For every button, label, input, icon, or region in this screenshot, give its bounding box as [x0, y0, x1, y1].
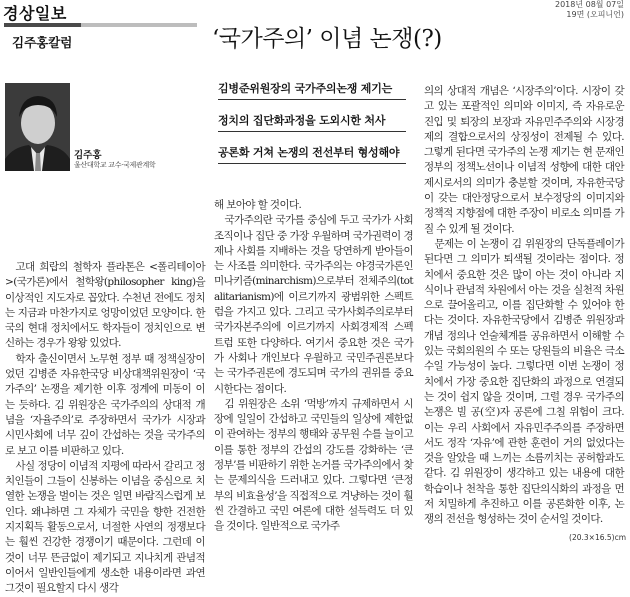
subheadline-block: [218, 82, 406, 178]
author-name: 김주홍: [74, 150, 102, 161]
author-affiliation: 울산대학교 교수·국제관계학: [74, 161, 156, 169]
article-size-note: (20.3×16.5)cm: [569, 533, 626, 542]
publication-meta: [555, 0, 624, 20]
author-byline: [74, 150, 155, 170]
article-column-1: [5, 260, 205, 597]
publication-date: 2018년 08월 07일: [555, 0, 624, 9]
paragraph: 국가주의란 국가를 중심에 두고 국가가 사회 조직이나 집단 중 가장 우월하며 국가권력이 경제나 사회를 지배하는 것을 당연하게 받아들이는 사조를 의미한다. 국가주의는 야경국가론인 미나키즘(minarchism)으로부터 전체주의(totalitarianism)에 이르기까지 광범위한 스펙트럼을 가지고 있다. 그리고 국가사회주의로부터 국가자본주의에 이르기까지 사회경제적 스펙트럼 또한 다양하다. 여기서 중요한 것은 국가가 사회나 개인보다 우월하고 국민주권론보다는 국가주권론에 경도되며 국가의 권위를 중요시한다는 점이다.: [214, 214, 413, 395]
headline: ‘국가주의’ 이념 논쟁(?): [212, 26, 442, 52]
newspaper-masthead: 경상일보: [3, 4, 67, 23]
paragraph: 해 보아야 할 것이다.: [214, 199, 302, 211]
author-photo: [5, 83, 70, 171]
subheadline: 정치의 집단화과정을 도외시한 처사: [218, 114, 406, 132]
column-name: 김주홍칼럼: [12, 35, 73, 50]
paragraph: 고대 희랍의 철학자 플라톤은 <폴리테이아>(국가론)에서 철학왕(philosopher king)을 이상적인 지도자로 꼽았다. 수천년 전에도 정치는 지금과 마찬가지로 엉망이었던 모양이다. 한국의 현대 정치에서도 학자들이 정치인으로 변신하는 경우가 왕왕 있었다.: [5, 261, 205, 350]
page-section: 19면 (오피니언): [566, 10, 624, 19]
paragraph: 사실 정당이 이념적 지평에 따라서 갈리고 정치인들이 그들이 신봉하는 이념을 중심으로 치열한 논쟁을 벌이는 것은 일면 바람직스럽게 보인다. 왜냐하면 그 자체가 국민을 향한 건전한 지지획득 활동으로서, 너절한 사연의 정쟁보다는 훨씬 건강한 경쟁이기 때문이다. 그런데 이것이 너무 뜬금없이 제기되고 지나치게 관념적이어서 일반인들에게 생소한 내용이라면 과연 그것이 필요할지 다시 생각: [5, 459, 205, 595]
subheadline: 공론화 거쳐 논쟁의 전선부터 형성해야: [218, 146, 406, 164]
paragraph: 문제는 이 논쟁이 김 위원장의 단독플레이가 된다면 그 의미가 퇴색될 것이라는 점이다. 정치에서 중요한 것은 많이 아는 것이 아니라 지식이나 관념적 차원에서 아는 것을 실천적 차원으로 끌어올리고, 이를 집단화할 수 있어야 한다는 것이다. 자유한국당에서 김병준 위원장과 개념 정의나 언술체계를 공유하면서 이해할 수 있는 국회의원의 수 또는 당원들의 비율은 극소수일 가능성이 높다. 그렇다면 이번 논쟁이 정치에서 가장 중요한 집단화의 과정으로 연결되는 것이 쉽지 않을 것이며, 그럴 경우 국가주의 논쟁은 빌 공(空)자 공론에 그칠 위험이 크다. 이는 우리 사회에서 자유민주주의를 주장하면서도 정작 ‘자유’에 관한 훈련이 거의 없었다는 것을 알았을 때 느끼는 소름끼치는 공허함과도 같다. 김 위원장이 생각하고 있는 내용에 대한 학습이나 천착을 통한 집단의식화의 과정을 먼저 치밀하게 추진하고 이를 공론화한 이후, 논쟁의 전선을 형성하는 것이 순서일 것이다.: [424, 237, 624, 526]
article-column-2: [214, 198, 413, 535]
header-rule-accent: [4, 23, 81, 27]
article-column-3: [424, 84, 624, 528]
paragraph: 의의 상대적 개념은 ‘시장주의’이다. 시장이 갖고 있는 포괄적인 의미와 이미지, 즉 자유로운 진입 및 퇴장의 보장과 자유민주주의와 시장경제의 결합으로서의 상징성이 전제될 수 있다. 그렇게 된다면 국가주의 논쟁 제기는 현 문재인 정부의 정책노선이나 이념적 성향에 대한 대안 제시로서의 의미가 충분할 것이며, 자유한국당이 갖는 대안정당으로서 보수정당의 이미지와 정책적 지향점에 대한 주장이 비로소 의미를 가질 수 있게 될 것이다.: [424, 85, 624, 235]
paragraph: 학자 출신이면서 노무현 정부 때 정책실장이었던 김병준 자유한국당 비상대책위원장이 ‘국가주의’ 논쟁을 제기한 이후 정계에 미동이 이는 듯하다. 김 위원장은 국가주의의 상대적 개념을 ‘자율주의’로 주장하면서 국가가 시장과 시민사회에 너무 깊이 간섭하는 것을 국가주의로 보고 이를 비판하고 있다.: [5, 352, 205, 457]
portrait-icon: [5, 83, 70, 171]
header-rule: [4, 23, 197, 27]
paragraph: 김 위원장은 소위 ‘먹방’까지 규제하면서 시장에 일일이 간섭하고 국민들의 일상에 제한없이 관여하는 정부의 행태와 공무원 수를 늘이고 이를 통한 정부의 간섭의 강도를 강화하는 ‘큰 정부’를 비판하기 위한 논거를 국가주의에서 찾는 문제의식을 드러내고 있다. 그렇다면 ‘큰정부의 비효율성’을 직접적으로 겨냥하는 것이 훨씬 간결하고 국민 여론에 대한 설득력도 더 있을 것이다. 일반적으로 국가주: [214, 397, 413, 533]
subheadline: 김병준위원장의 국가주의논쟁 제기는: [218, 82, 406, 100]
